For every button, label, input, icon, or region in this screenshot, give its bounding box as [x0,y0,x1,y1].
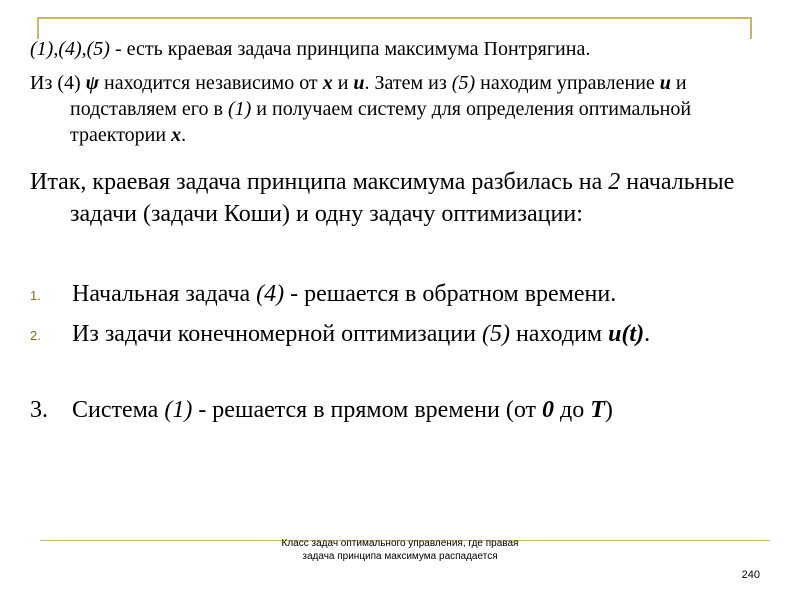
p2-text-4: . Затем из [364,72,452,94]
u-symbol: u [353,72,365,94]
list-item-2-text [72,318,732,350]
li2-text-2: находим [509,321,609,347]
list-item-3-text [72,394,732,426]
li3-text-1: Система [72,397,165,423]
zero-symbol: 0 [542,397,555,423]
equations-ref: (1),(4),(5) [30,38,110,60]
x-symbol-2: x [171,124,182,146]
u-symbol-2: u [659,72,671,94]
page-number: 240 [741,569,760,581]
p2-text-5: находим управление [475,72,660,94]
p3-text-1: Итак, краевая задача принципа максимума разбилась на [30,169,609,195]
li2-text-1: Из задачи конечномерной оптимизации [72,321,482,347]
u-of-t: u(t) [608,321,645,347]
boundary-problem-line [30,36,770,62]
eq1-ref: (1) [227,98,252,120]
p2-text-1: Из (4) [30,72,86,94]
T-symbol: T [590,397,605,423]
li3-text-4: ) [604,397,613,423]
p2-text-3: и [332,72,354,94]
x-symbol: x [322,72,333,94]
li3-text-3: до [554,397,591,423]
footer-caption: Класс задач оптимального управления, где правая задача принципа максимума распадается [281,538,519,562]
list-item-1-text [72,278,732,310]
eq1-ref-2: (1) [164,397,193,423]
summary-paragraph [30,166,770,230]
number-two: 2 [608,169,621,195]
eq4-ref: (4) [256,281,285,307]
list-number-3: 3. [30,397,48,423]
list-number-1: 1. [30,288,41,303]
p2-text-8: . [181,124,187,146]
eq5-ref: (5) [451,72,476,94]
list-number-2: 2. [30,328,41,343]
psi-symbol: ψ [85,72,100,94]
eq5-ref-2: (5) [481,321,510,347]
li2-text-3: . [644,321,651,347]
li1-text-2: - решается в обратном времени. [284,281,617,307]
line1-text: - есть краевая задача принципа максимума Понтрягина. [109,38,591,60]
li3-text-2: - решается в прямом времени (от [192,397,543,423]
p2-text-2: находится независимо от [99,72,323,94]
psi-paragraph [30,70,770,148]
p3-text-2: начальные задачи (задачи Коши) и одну задачу оптимизации: [70,169,735,227]
p2-text-6: и подставляем его в [70,72,687,120]
p2-text-7: и получаем систему для определения оптимальной траектории [70,98,692,146]
li1-text-1: Начальная задача [72,281,257,307]
